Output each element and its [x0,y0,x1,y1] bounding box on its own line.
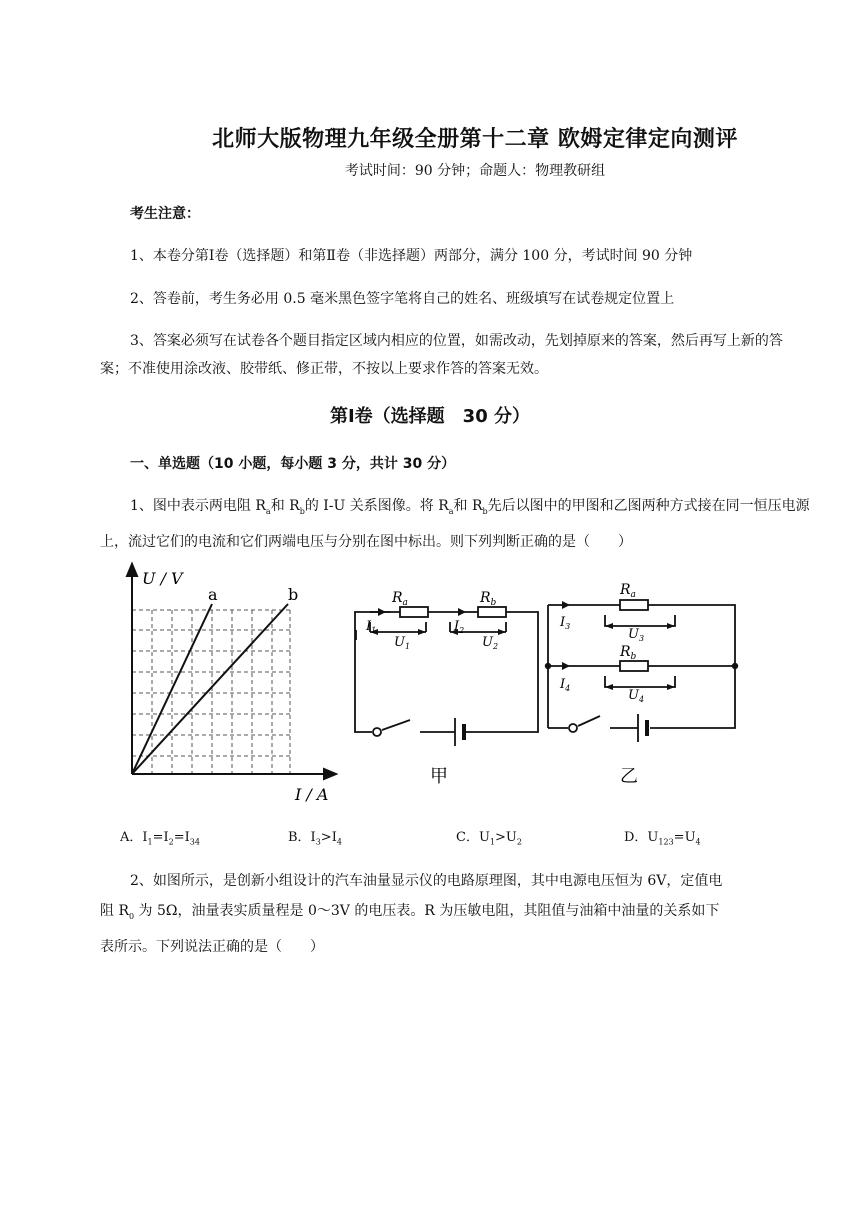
line-a [132,604,212,774]
voltage-2-label: $U_2$ [482,635,499,651]
y-axis-label: U / V [142,569,183,588]
line-b-label: b [288,585,299,604]
notice-heading: 考生注意： [130,206,200,222]
document-title: 北师大版物理九年级全册第十二章 欧姆定律定向测评 [212,127,738,152]
line-a-label: a [208,585,218,604]
option-c[interactable]: C．$U_1>U_2$ [456,830,522,847]
y-axis-arrow-icon [127,564,137,576]
current-3-label: $I_3$ [560,615,571,631]
question-2-line-2: 阻 $R_0$ 为 5Ω，油量表实质量程是 0～3V 的电压表。R 为压敏电阻，其阻值与油箱中油量的关系如下 [100,903,720,921]
circuit-yi [548,600,735,742]
question-1-text: 1、图中表示两电阻 $R_a$和 $R_b$的 I-U 关系图像。将 $R_a$和 $R_b$先后以图中的甲图和乙图两种方式接在同一恒压电源上，流过它们的电流和它们两端电压与分别在图中标出。则下列判断正确的是（ ） [100,498,810,550]
voltage-1-label: $U_1$ [394,635,411,651]
circuit-yi-label: 乙 [620,766,638,787]
resistor-a-label-yi: $R_a$ [620,582,636,600]
option-d[interactable]: D．$U_{123}=U_4$ [624,830,701,847]
notice-item-2: 2、答卷前，考生务必用 0.5 毫米黑色签字笔将自己的姓名、班级填写在试卷规定位置上 [130,291,675,307]
question-2-line-3: 表所示。下列说法正确的是（ ） [100,938,324,955]
resistor-b-label-yi: $R_b$ [620,644,637,662]
option-b[interactable]: B．$I_3>I_4$ [288,830,342,847]
part-heading: 一、单选题（10 小题，每小题 3 分，共计 30 分） [130,456,456,472]
option-a[interactable]: A．$I_1=I_2=I_{34}$ [120,830,200,847]
circuit-jia-label: 甲 [430,766,448,787]
x-axis-arrow-icon [324,769,336,779]
notice-item-1: 1、本卷分第Ⅰ卷（选择题）和第Ⅱ卷（非选择题）两部分，满分 100 分，考试时间 90 分钟 [130,248,693,264]
voltage-4-label: $U_4$ [628,688,645,704]
question-1-figure [120,560,750,805]
question-2-line-1: 2、如图所示，是创新小组设计的汽车油量显示仪的电路原理图，其中电源电压恒为 6V，定值电 [130,873,723,889]
resistor-b-label: $R_b$ [480,590,497,608]
notice-item-3: 3、答案必须写在试卷各个题目指定区域内相应的位置，如需改动，先划掉原来的答案，然后再写上新的答案；不准使用涂改液、胶带纸、修正带，不按以上要求作答的答案无效。 [100,333,783,377]
section-title: 第Ⅰ卷（选择题 30 分） [329,406,530,427]
resistor-a-label: $R_a$ [392,590,408,608]
x-axis-label: I / A [295,785,329,804]
document-subtitle: 考试时间：90 分钟；命题人：物理教研组 [344,163,606,179]
current-2-label: $I_2$ [454,619,465,635]
current-4-label: $I_4$ [560,677,571,693]
question-2-text [100,866,810,962]
voltage-3-label: $U_3$ [628,627,645,643]
circuit-jia [355,607,538,746]
current-1-label: $I_1$ [366,619,377,635]
